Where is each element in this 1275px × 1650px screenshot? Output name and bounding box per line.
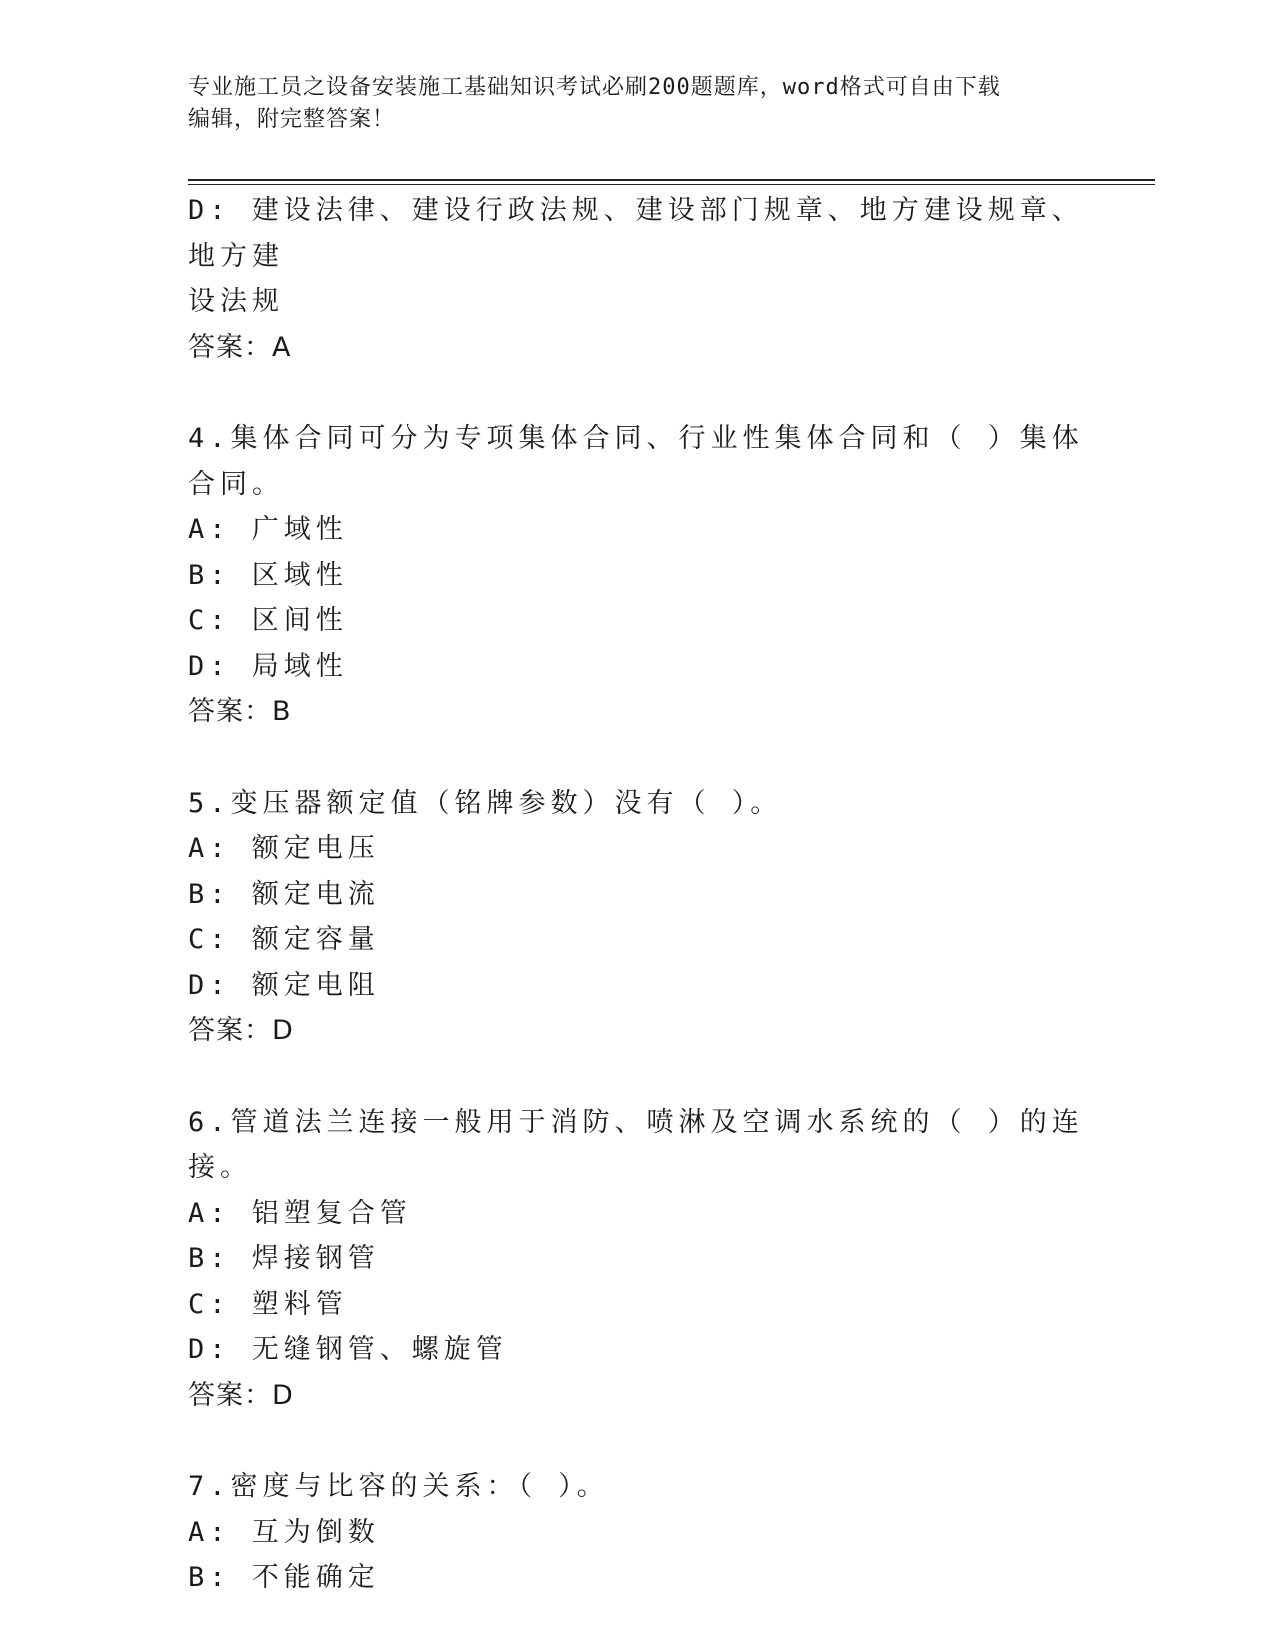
header-title-line-1: 专业施工员之设备安装施工基础知识考试必刷200题题库，word格式可自由下载 [188,75,1001,100]
option-a: A: 额定电压 [188,833,380,864]
spacer [188,1054,1088,1100]
option-b: B: 焊接钢管 [188,1243,380,1274]
option-c: C: 塑料管 [188,1288,348,1320]
option-d-line-1: D: 建设法律、建设行政法规、建设部门规章、地方建设规章、地方建 [188,195,1084,272]
option-a: A: 互为倒数 [188,1516,380,1548]
question-4 [188,416,1088,735]
question-5 [188,781,1088,1054]
answer-line: 答案：B [188,696,292,727]
question-3-continued [188,188,1088,370]
header-title-line-2: 编辑，附完整答案！ [188,107,396,132]
answer-line: 答案：D [188,1379,294,1411]
question-6 [188,1100,1088,1419]
option-d-line-2: 设法规 [188,286,284,317]
answer-line: 答案：A [188,331,292,363]
header-divider-thin [188,184,1155,185]
question-7 [188,1464,1088,1601]
answer-line: 答案：D [188,1015,294,1046]
option-b: B: 不能确定 [188,1562,380,1593]
option-b: B: 额定电流 [188,878,380,910]
document-header [188,72,1088,136]
option-a: A: 广域性 [188,514,348,545]
option-c: C: 额定容量 [188,924,380,955]
option-d: D: 局域性 [188,650,348,682]
question-stem: 7.密度与比容的关系：（ ）。 [188,1471,609,1502]
spacer [188,1418,1088,1464]
option-d: D: 无缝钢管、螺旋管 [188,1334,508,1365]
option-a: A: 铝塑复合管 [188,1197,412,1229]
option-c: C: 区间性 [188,605,348,636]
spacer [188,370,1088,416]
option-d: D: 额定电阻 [188,969,380,1001]
option-b: B: 区域性 [188,559,348,591]
question-content [188,188,1088,1601]
question-stem: 6.管道法兰连接一般用于消防、喷淋及空调水系统的（ ）的连接。 [188,1106,1084,1183]
spacer [188,735,1088,781]
header-divider-thick [188,179,1155,181]
question-stem: 5.变压器额定值（铭牌参数）没有（ ）。 [188,787,783,819]
question-stem: 4.集体合同可分为专项集体合同、行业性集体合同和（ ）集体合同。 [188,423,1084,500]
